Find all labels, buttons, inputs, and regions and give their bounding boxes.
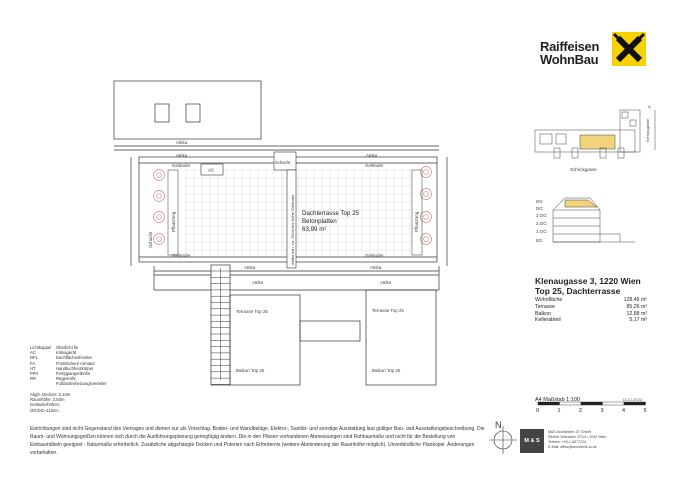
floor-label: DG [536,206,543,211]
area-label: Wohnfläche [535,297,563,303]
lower-attika [154,266,439,290]
scale-tick: 4 [622,408,626,414]
north-arrow-icon [489,426,517,454]
section-diagram [553,198,635,242]
brand-line2: WohnBau [540,52,599,67]
legend-desc: Klimagerät [56,350,77,356]
architect-line: M&S Architekten ZT GmbH [548,430,592,434]
legend-abbr: DFL [30,355,38,361]
floor-label: 1.OG [536,229,547,234]
gelaender-label: Geländer [172,253,191,258]
area-table [535,297,647,324]
attika-label: Attika [244,265,256,270]
area-label: Balkon [535,310,551,317]
legend-desc: Frostsichere Armatur [56,360,95,366]
project-title [535,276,641,296]
floor-label: 2.OG [536,221,547,226]
scale-tick: 2 [579,408,583,414]
attika-label: Attika [176,153,188,158]
legend-abbr: Lichtkuppel [30,345,52,350]
north-label: N [495,420,502,430]
area-row [535,311,647,318]
attika-label: Attika [370,265,382,270]
note-line: Geländerhöhen: [30,402,61,408]
area-label: Kellerabteil [535,317,561,324]
attika-label: Attika [176,140,188,145]
area-row [535,304,647,311]
scale-title: A4 Maßstab 1:100 [535,397,580,403]
scale-tick: 3 [600,408,604,414]
legend-desc: Regenrohr [56,376,76,382]
plant-icon [154,234,165,245]
area-value: 85,26 m² [626,303,647,310]
architect-line: Telefon: +43-1-5877224 [548,440,587,444]
pflanztrog-right-label: Pflanztrog [414,211,419,232]
upper-building [114,81,439,150]
area-row [535,317,647,324]
architect-info [548,430,606,450]
area-value: 5,17 m² [629,317,647,324]
keyplan-marker: A [648,104,651,109]
architect-logo: M & S [520,429,544,453]
scale-segment [603,402,625,405]
project-address: Klenaugasse 3, 1220 Wien [535,276,641,286]
tile-grid [184,167,412,255]
legend-row [30,381,107,386]
gelaender-label: Geländer [172,163,191,168]
floor-label: EG [536,238,543,243]
disclaimer: Einrichtungen sind nicht Gegenstand des Vertrages und dienen nur als Vorschlag. Boden- und Wandbeläge, Elektro-, Sanitär- und sonstige Ausstattung laut gültiger Bau- und Ausstattungsbeschreibung. Die Raum- und Wohnungsgrößen können sich durch die Ausführungsplanung geringfügig ändern. Die in den Plänen vorhandenen Abmessungen sind Rohbaumaße und nicht für die Bestellung von Einbaumöbeln geeignet - Naturmaße erforderlich. Zusätzliche abgehängte Decken und Poterien nach Erfordernis (weitere Abminderung der Raumhöhe möglich). Unverbindliche Plankopie. Änderungen vorbehalten. [30,426,485,456]
schacht-side-label: Schacht [148,231,153,248]
legend-desc: Handtuchheizkörper [56,365,94,371]
legend-abbr: HT [30,365,36,371]
legend [30,345,107,387]
legend-desc: Dachflächenfenster [56,355,93,361]
room-material: Betonplatten [302,218,337,225]
architect-line: Rechte Wienzeile 37/14 • 1040 Wien [548,435,607,439]
brand [540,40,599,66]
plant-icon [154,170,165,181]
ramp-note: Attika min. ca. 35cm bis Höhe Geländer [290,194,295,265]
keyplan-side-street: Klenaugasse [645,118,650,142]
plant-icon [154,212,165,223]
gelaender-label: Geländer [365,253,384,258]
scale-bar [536,402,647,414]
gelaender-label: Geländer [365,163,384,168]
area-row [535,297,647,304]
scale-segment [624,402,646,405]
attika-label: Attika [252,280,264,285]
height-notes [30,392,70,413]
ac-label: AC [208,167,215,173]
attika-label: Attika [366,153,378,158]
legend-abbr [30,381,56,386]
legend-desc: Oberlicht fix [56,345,79,350]
raiffeisen-logo-icon [612,32,646,66]
legend-desc: Fertigparapethöhe [56,371,91,377]
legend-abbr: FA [30,360,36,366]
room-area: 63,99 m² [302,226,327,233]
terrasse-left-label: Terrasse Top 25 [236,309,268,314]
scale-tick: 5 [643,408,647,414]
project-unit: Top 25, Dachterrasse [535,286,621,296]
legend-abbr: AC [30,350,36,356]
balkon-left-label: Balkon Top 25 [236,368,265,373]
floor-label: 3.OG [536,213,547,218]
pflanztrog-left-label: Pflanztrog [171,211,176,232]
area-label: Terrasse [535,303,555,310]
plan-date: 13.12.2023 [622,397,643,402]
scale-tick: 0 [536,408,540,414]
note-line: Raumhöhe: 2,50m [30,397,65,403]
room-name: Dachterrasse Top 25 [302,210,359,217]
floor-label: DG [536,199,543,204]
scale-segment [581,402,603,405]
attika-label: Attika [380,280,392,285]
area-value: 128,46 m² [623,297,647,303]
legend-desc: Fußbodenheizungsverteiler [56,381,107,387]
schacht-label: Schacht [275,160,291,165]
note-line: Abgh. Decken: 2,10m [30,392,71,397]
legend-abbr: RR [30,376,37,382]
note-line: OG/DG=110cm [30,407,59,413]
terrasse-right-label: Terrasse Top 25 [372,308,404,313]
brand-line1: Raiffeisen [540,39,600,54]
balkon-right-label: Balkon Top 25 [372,368,401,373]
legend-abbr: FPH [30,371,39,377]
scale-tick: 1 [557,408,561,414]
area-value: 12,88 m² [626,310,647,317]
keyplan-street: Schrickgasse [570,167,597,172]
plant-icon [154,191,165,202]
keyplan [535,110,655,158]
architect-line: E-Mail: office@architects.co.at [548,445,597,449]
